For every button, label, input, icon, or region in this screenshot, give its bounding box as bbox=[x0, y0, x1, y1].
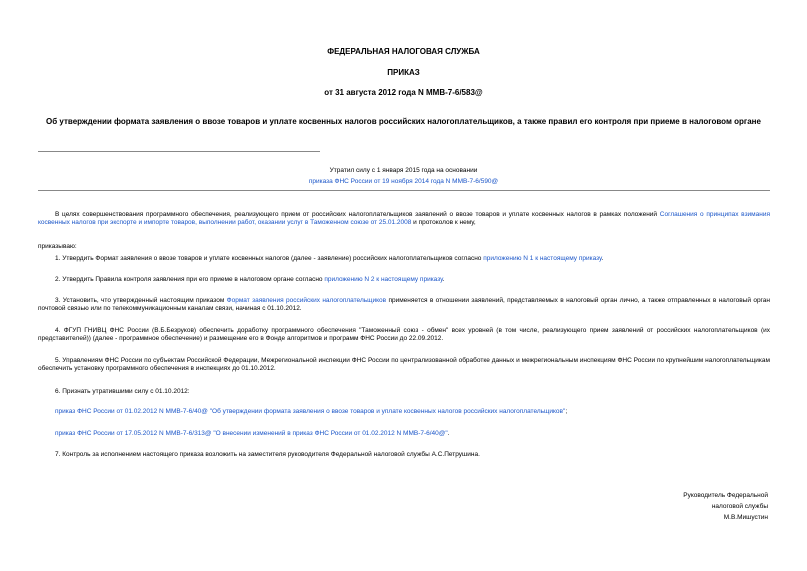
item-1 bbox=[38, 255, 770, 263]
item-6b bbox=[38, 430, 770, 438]
item-3-text: 3. Установить, что утвержденный настоящим приказом bbox=[55, 297, 227, 304]
preamble-text: В целях совершенствования программного обеспечения, реализующего прием от российских налогоплательщиков заявлений о ввозе товаров и уплате косвенных налогов в рамках положений bbox=[55, 211, 660, 218]
document-title: Об утверждении формата заявления о ввозе товаров и уплате косвенных налогов российских налогоплательщиков, а также правил его контроля при приеме в налоговом органе bbox=[46, 117, 761, 126]
repealed-order-313-link[interactable]: приказ ФНС России от 17.05.2012 N ММВ-7-6/313@ "О внесении изменений в приказ ФНС России от 01.02.2012 N ММВ-7-6/40@" bbox=[55, 430, 448, 437]
item-2-end: . bbox=[442, 276, 445, 283]
item-2-text: 2. Утвердить Правила контроля заявления при его приеме в налоговом органе согласно bbox=[55, 276, 325, 283]
item-6b-end: . bbox=[447, 430, 450, 437]
status-note-link-line bbox=[200, 178, 607, 186]
item-1-text: 1. Утвердить Формат заявления о ввозе товаров и уплате косвенных налогов (далее - заявление) российских налогоплательщиков согласно bbox=[55, 255, 484, 262]
signature-office: налоговой службы bbox=[711, 503, 768, 510]
format-link[interactable]: Формат заявления российских налогоплательщиков bbox=[226, 297, 387, 304]
appendix-1-link[interactable]: приложению N 1 к настоящему приказу bbox=[483, 255, 602, 262]
item-6: 6. Признать утратившими силу с 01.10.2012: bbox=[55, 388, 190, 395]
document-type-heading: ПРИКАЗ bbox=[387, 68, 420, 77]
repealed-order-40-link[interactable]: приказ ФНС России от 01.02.2012 N ММВ-7-6/40@ "Об утверждении формата заявления о ввозе товаров и уплате косвенных налогов российских налогоплательщиков" bbox=[55, 408, 566, 415]
item-7: 7. Контроль за исполнением настоящего приказа возложить на заместителя руководителя Федеральной налоговой службы А.С.Петрушина. bbox=[55, 451, 480, 458]
item-6a-end: ; bbox=[565, 408, 568, 415]
item-4: 4. ФГУП ГНИВЦ ФНС России (В.Б.Безруков) обеспечить доработку программного обеспечения "Таможенный союз - обмен" всех уровней (в том числе, реализующего прием заявлений от российских налогоплательщиков (их представителей)) (далее - программное обеспечение) и размещение его в Фонде алгоритмов и программ ФНС России до 22.09.2012. bbox=[38, 327, 770, 343]
item-5: 5. Управлениям ФНС России по субъектам Российской Федерации, Межрегиональной инспекции ФНС России по централизованной обработке данных и межрегиональным инспекциям ФНС России по крупнейшим налогоплательщикам обеспечить установку программного обеспечения в инспекциях до 01.10.2012. bbox=[38, 357, 770, 373]
item-3-end: применяется в отношении заявлений, представляемых в налоговый орган лично, а также отправленных в налоговый орган почтовой связью или по телекоммуникационным каналам связи, начиная с 01.10.2012. bbox=[38, 297, 770, 313]
appendix-2-link[interactable]: приложению N 2 к настоящему приказу bbox=[324, 276, 443, 283]
divider-long bbox=[38, 190, 770, 191]
preamble-text-end: и протоколов к нему, bbox=[411, 219, 476, 227]
signature-name: М.В.Мишустин bbox=[723, 514, 768, 521]
document-date-number: от 31 августа 2012 года N ММВ-7-6/583@ bbox=[324, 88, 483, 97]
repeal-order-link[interactable]: приказа ФНС России от 19 ноября 2014 года N ММВ-7-6/590@ bbox=[308, 178, 499, 185]
item-1-end: . bbox=[601, 255, 604, 262]
agreement-link[interactable]: Соглашения о принципах взимания косвенных налогов при экспорте и импорте товаров, выполнении работ, оказании услуг в Таможенном союзе от 25.01.2008 bbox=[38, 211, 770, 227]
preamble-paragraph bbox=[38, 211, 770, 228]
item-3 bbox=[38, 297, 770, 314]
item-6a bbox=[38, 408, 770, 416]
item-2 bbox=[38, 276, 770, 284]
status-note-text: Утратил силу с 1 января 2015 года на основании bbox=[329, 167, 478, 174]
signature-position: Руководитель Федеральной bbox=[683, 492, 768, 499]
organization-heading: ФЕДЕРАЛЬНАЯ НАЛОГОВАЯ СЛУЖБА bbox=[327, 47, 480, 56]
divider-short bbox=[38, 151, 320, 152]
order-word: приказываю: bbox=[38, 243, 77, 250]
